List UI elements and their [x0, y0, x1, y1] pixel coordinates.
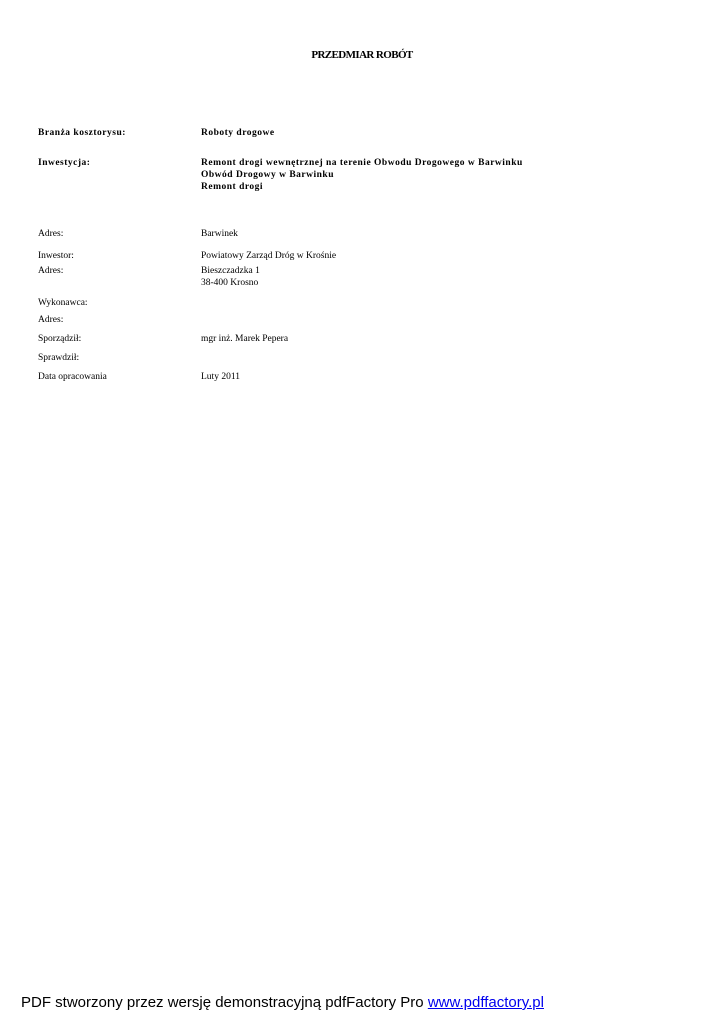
wykonawca-label: Wykonawca:: [38, 298, 88, 308]
inwestycja-line: Remont drogi wewnętrznej na terenie Obwodu Drogowego w Barwinku: [201, 158, 523, 168]
footer-link[interactable]: www.pdffactory.pl: [427, 994, 544, 1011]
adres-label: Adres:: [38, 266, 64, 276]
pdf-watermark-footer: [21, 994, 544, 1011]
data-label: Data opracowania: [38, 372, 107, 382]
inwestycja-line: Obwód Drogowy w Barwinku: [201, 170, 334, 180]
inwestycja-value: [201, 157, 523, 193]
sporzadzil-label: Sporządził:: [38, 334, 82, 344]
sprawdzil-label: Sprawdził:: [38, 353, 80, 363]
inwestor-label: Inwestor:: [38, 251, 74, 261]
data-value: Luty 2011: [201, 372, 240, 382]
inwestor-value: Powiatowy Zarząd Dróg w Krośnie: [201, 251, 337, 261]
footer-text: PDF stworzony przez wersję demonstracyjną pdfFactory Pro: [21, 994, 428, 1011]
adres-label: Adres:: [38, 229, 64, 239]
branza-label: Branża kosztorysu:: [38, 128, 126, 138]
adres-label: Adres:: [38, 315, 64, 325]
inwestycja-line: Remont drogi: [201, 182, 264, 192]
adres-line: Bieszczadzka 1: [201, 266, 260, 276]
inwestycja-label: Inwestycja:: [38, 158, 91, 168]
adres-value: [201, 265, 260, 289]
sporzadzil-value: mgr inż. Marek Pepera: [201, 334, 289, 344]
branza-value: Roboty drogowe: [201, 128, 275, 138]
document-title: PRZEDMIAR ROBÓT: [311, 49, 413, 61]
adres-value: Barwinek: [201, 229, 238, 239]
adres-line: 38-400 Krosno: [201, 278, 259, 288]
